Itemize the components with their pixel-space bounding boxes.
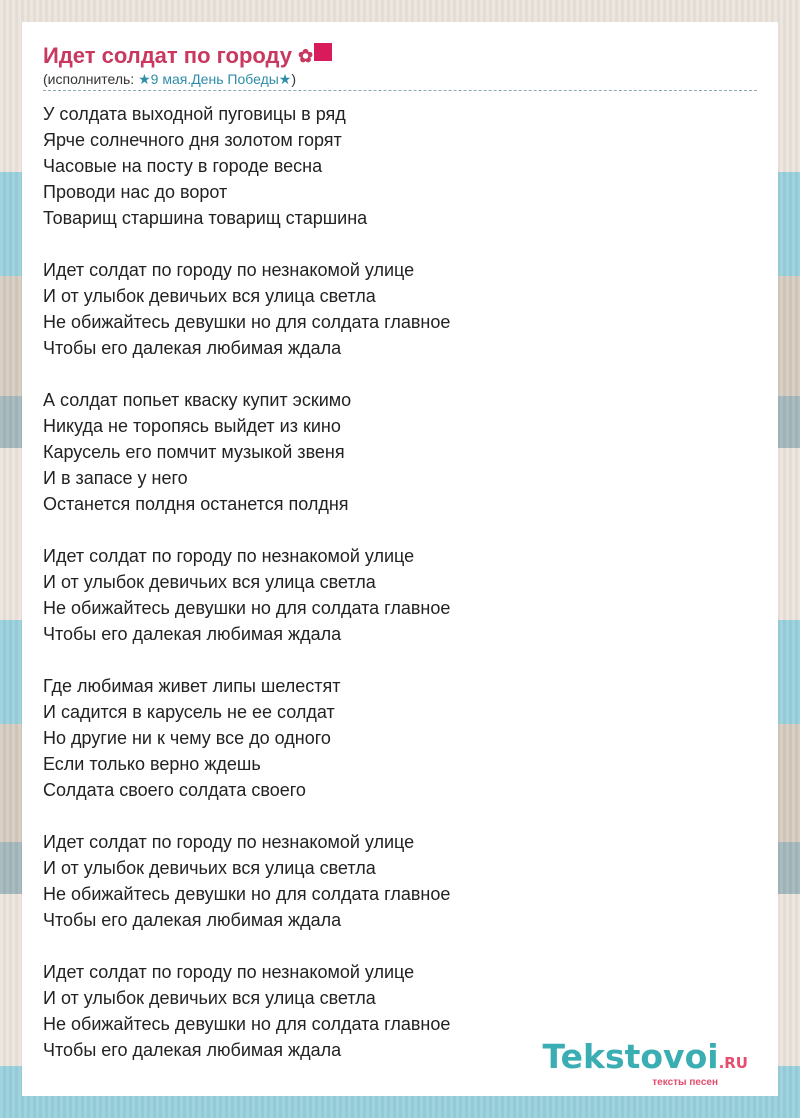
artist-line (43, 70, 757, 91)
lyric-line: У солдата выходной пуговицы в ряд (43, 104, 346, 124)
lyric-line: Не обижайтесь девушки но для солдата главное (43, 884, 451, 904)
lyric-line: Никуда не торопясь выйдет из кино (43, 416, 341, 436)
logo-tagline: тексты песен (652, 1077, 718, 1088)
pink-square-icon (314, 43, 332, 61)
song-title-text: Идет солдат по городу (43, 43, 293, 68)
stanza (43, 829, 757, 933)
lyric-line: Чтобы его далекая любимая ждала (43, 624, 342, 644)
lyric-line: Солдата своего солдата своего (43, 780, 306, 800)
lyric-line: Не обижайтесь девушки но для солдата главное (43, 312, 451, 332)
lyric-line: И садится в карусель не ее солдат (43, 702, 335, 722)
site-logo[interactable] (542, 1037, 748, 1088)
lyric-line: И в запасе у него (43, 468, 188, 488)
logo-name: Tekstovoi (542, 1037, 719, 1076)
stanza (43, 387, 757, 517)
artist-link[interactable]: ★9 мая.День Победы★ (138, 71, 292, 87)
lyrics-body (43, 101, 757, 1063)
lyric-line: И от улыбок девичьих вся улица светла (43, 286, 376, 306)
lyric-line: И от улыбок девичьих вся улица светла (43, 572, 376, 592)
lyric-line: Но другие ни к чему все до одного (43, 728, 331, 748)
lyric-line: Чтобы его далекая любимая ждала (43, 338, 342, 358)
lyric-line: Идет солдат по городу по незнакомой улице (43, 832, 415, 852)
lyric-line: И от улыбок девичьих вся улица светла (43, 858, 376, 878)
lyric-line: Чтобы его далекая любимая ждала (43, 1040, 342, 1060)
stanza (43, 101, 757, 231)
logo-wordmark (542, 1037, 748, 1080)
lyric-line: И от улыбок девичьих вся улица светла (43, 988, 376, 1008)
lyric-line: Идет солдат по городу по незнакомой улице (43, 962, 415, 982)
stanza (43, 257, 757, 361)
lyric-line: Где любимая живет липы шелестят (43, 676, 341, 696)
lyric-line: А солдат попьет кваску купит эскимо (43, 390, 352, 410)
lyric-line: Часовые на посту в городе весна (43, 156, 323, 176)
flower-icon: ✿ (298, 46, 314, 66)
lyric-line: Проводи нас до ворот (43, 182, 228, 202)
lyric-line: Если только верно ждешь (43, 754, 261, 774)
stanza (43, 673, 757, 803)
lyric-line: Ярче солнечного дня золотом горят (43, 130, 342, 150)
artist-suffix: ) (291, 71, 297, 87)
lyrics-card (22, 22, 778, 1096)
lyric-line: Останется полдня останется полдня (43, 494, 349, 514)
song-title (43, 42, 757, 70)
lyric-line: Не обижайтесь девушки но для солдата главное (43, 1014, 451, 1034)
artist-prefix: (исполнитель: (43, 71, 139, 87)
lyric-line: Идет солдат по городу по незнакомой улице (43, 546, 415, 566)
lyric-line: Чтобы его далекая любимая ждала (43, 910, 342, 930)
logo-tld: .RU (718, 1054, 748, 1072)
lyric-line: Не обижайтесь девушки но для солдата главное (43, 598, 451, 618)
lyric-line: Карусель его помчит музыкой звеня (43, 442, 345, 462)
lyric-line: Товарищ старшина товарищ старшина (43, 208, 368, 228)
lyric-line: Идет солдат по городу по незнакомой улице (43, 260, 415, 280)
stanza (43, 543, 757, 647)
